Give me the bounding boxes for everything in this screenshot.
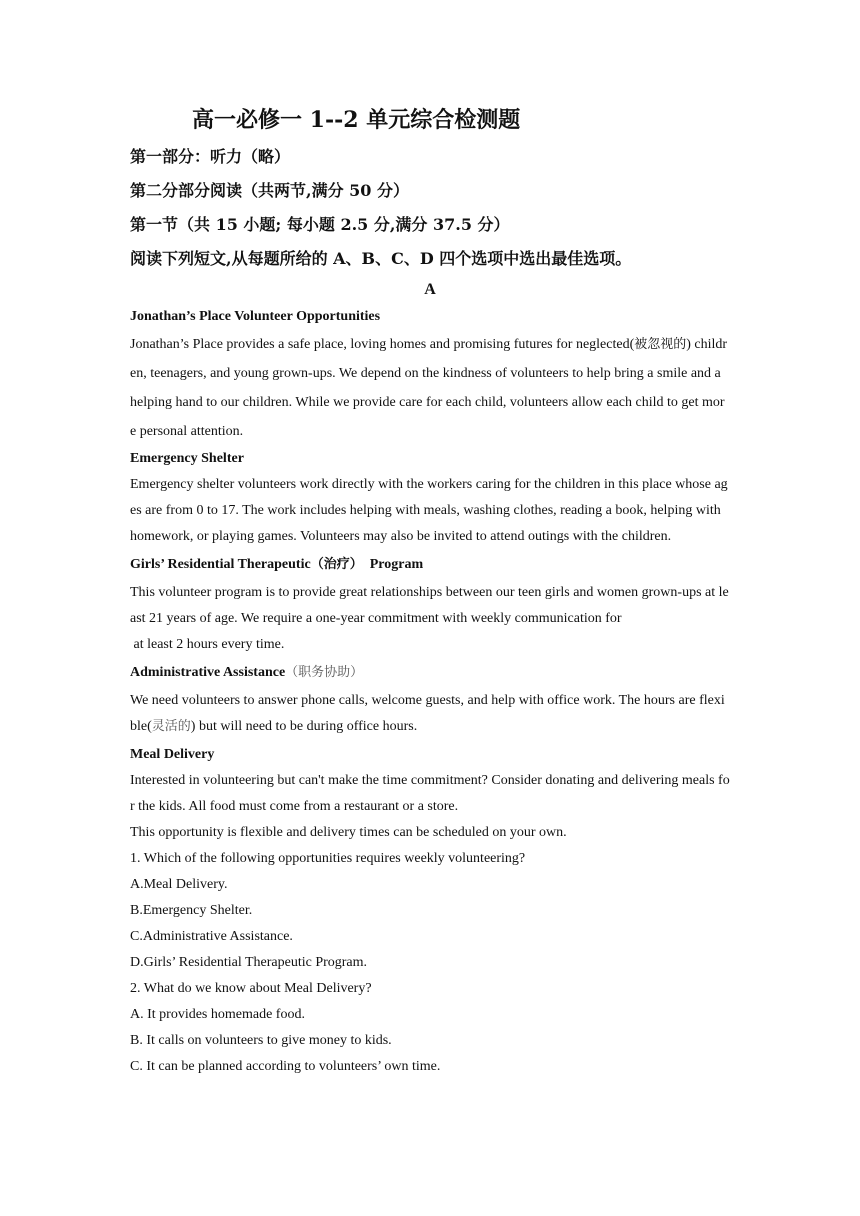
question-1-option-d: D.Girls’ Residential Therapeutic Program. bbox=[130, 955, 368, 970]
document-page bbox=[130, 100, 730, 1080]
instruction-text: 阅读下列短文,从每题所给的 A、B、C、D 四个选项中选出最佳选项。 bbox=[130, 249, 632, 268]
passage-heading: Jonathan’s Place Volunteer Opportunities bbox=[130, 309, 381, 324]
question-2-option-c: C. It can be planned according to volunteers’ own time. bbox=[130, 1059, 441, 1074]
intro-text-b: ) children, teenagers, and young grown-ups. We depend on the kindness of volunteers to help bring a smile and a helping hand to our children. While we provide care for each child, volunteers allow each child to get more personal attention. bbox=[130, 337, 728, 439]
section-text-emergency-shelter: Emergency shelter volunteers work directly with the workers caring for the children in this place whose ages are from 0 to 17. The work includes helping with meals, washing clothes, reading a book, helping with homework, or playing games. Volunteers may also be invited to attend outings with the children. bbox=[130, 477, 728, 544]
section-text-admin-assistance bbox=[130, 688, 730, 740]
section-title-meal-delivery: Meal Delivery bbox=[130, 747, 215, 762]
admin-text-b: ) but will need to be during office hours. bbox=[190, 719, 418, 734]
section-text-girls-program-2: at least 2 hours every time. bbox=[130, 637, 285, 652]
section-one-heading: 第一节（共 15 小题; 每小题 2.5 分,满分 37.5 分） bbox=[130, 215, 510, 234]
section-text-meal-delivery-1: Interested in volunteering but can't make the time commitment? Consider donating and delivering meals for the kids. All food must come from a restaurant or a store. bbox=[130, 773, 730, 814]
question-1: 1. Which of the following opportunities requires weekly volunteering? bbox=[130, 851, 526, 866]
section-text-girls-program-1: This volunteer program is to provide great relationships between our teen girls and women grown-ups at least 21 years of age. We require a one-year commitment with weekly communication for bbox=[130, 585, 729, 626]
passage-intro bbox=[130, 330, 730, 446]
girls-program-title-a: Girls’ Residential Therapeutic bbox=[130, 557, 311, 572]
girls-program-gloss: （治疗） bbox=[310, 557, 363, 572]
part-two-heading: 第二分部分阅读（共两节,满分 50 分） bbox=[130, 181, 409, 200]
intro-text-a: Jonathan’s Place provides a safe place, loving homes and promising futures for neglected( bbox=[130, 337, 635, 352]
admin-title: Administrative Assistance bbox=[130, 665, 286, 680]
section-title-emergency-shelter: Emergency Shelter bbox=[130, 451, 244, 466]
question-1-option-c: C.Administrative Assistance. bbox=[130, 929, 293, 944]
question-2-option-b: B. It calls on volunteers to give money to kids. bbox=[130, 1033, 392, 1048]
girls-program-title-b: Program bbox=[369, 557, 424, 572]
intro-gloss: 被忽视的 bbox=[634, 337, 687, 352]
passage-letter: A bbox=[424, 281, 436, 298]
admin-text-gloss: 灵活的 bbox=[151, 719, 191, 734]
question-1-option-b: B.Emergency Shelter. bbox=[130, 903, 253, 918]
section-title-admin-assistance bbox=[130, 660, 730, 686]
admin-gloss: （职务协助） bbox=[285, 665, 364, 680]
question-1-option-a: A.Meal Delivery. bbox=[130, 877, 228, 892]
document-title: 高一必修一 1--2 单元综合检测题 bbox=[192, 107, 521, 133]
section-text-meal-delivery-2: This opportunity is flexible and delivery times can be scheduled on your own. bbox=[130, 825, 567, 840]
question-2-option-a: A. It provides homemade food. bbox=[130, 1007, 305, 1022]
question-2: 2. What do we know about Meal Delivery? bbox=[130, 981, 372, 996]
admin-text-a: We need volunteers to answer phone calls, welcome guests, and help with office work. The hours are flexible( bbox=[130, 693, 725, 734]
part-one-heading: 第一部分：听力（略） bbox=[130, 147, 291, 166]
section-title-girls-program bbox=[130, 552, 730, 578]
